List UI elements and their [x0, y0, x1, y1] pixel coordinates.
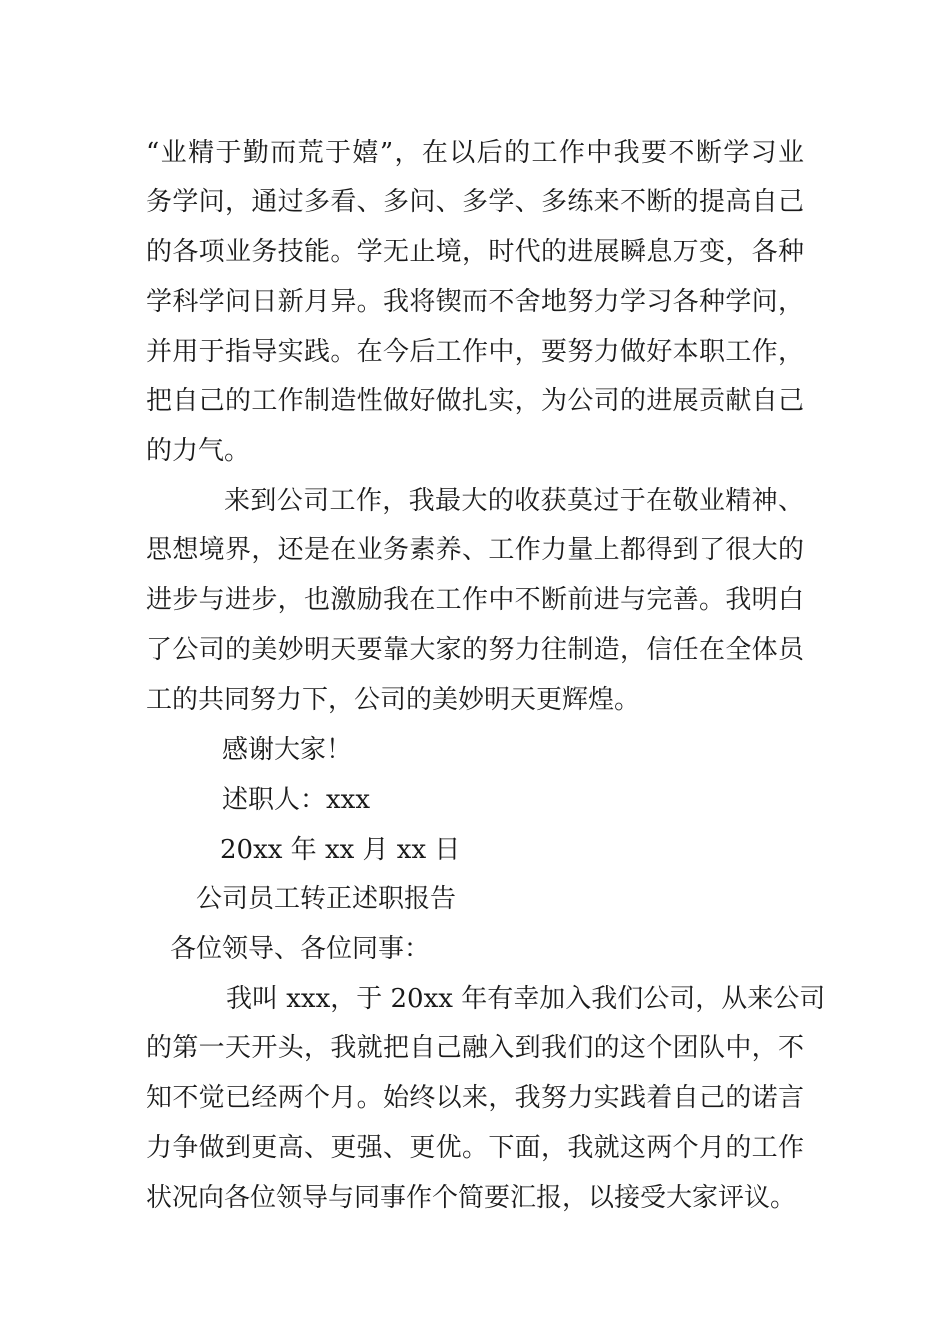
paragraph-line: 来到公司工作，我最大的收获莫过于在敬业精神、 [224, 486, 804, 516]
paragraph-line: 并用于指导实践。在今后工作中，要努力做好本职工作， [146, 337, 804, 367]
paragraph-line: 工的共同努力下，公司的美妙明天更辉煌。 [146, 685, 641, 715]
paragraph-line: 学科学问日新月异。我将锲而不舍地努力学习各种学问， [146, 287, 804, 317]
signature-line: 述职人：xxx [222, 785, 370, 815]
paragraph-line: 思想境界，还是在业务素养、工作力量上都得到了很大的 [146, 535, 804, 565]
paragraph-line: 了公司的美妙明天要靠大家的努力往制造，信任在全体员 [146, 635, 804, 665]
paragraph-line: 进步与进步，也激励我在工作中不断前进与完善。我明白 [146, 585, 804, 615]
paragraph-line: 我叫 xxx，于 20xx 年有幸加入我们公司，从来公司 [226, 984, 826, 1014]
thanks-line: 感谢大家！ [222, 735, 353, 765]
paragraph-line: 务学问，通过多看、多问、多学、多练来不断的提高自己 [146, 187, 804, 217]
paragraph-line: “业精于勤而荒于嬉”，在以后的工作中我要不断学习业 [146, 138, 804, 168]
paragraph-line: 把自己的工作制造性做好做扎实，为公司的进展贡献自己 [146, 386, 804, 416]
paragraph-line: 力争做到更高、更强、更优。下面，我就这两个月的工作 [146, 1133, 804, 1163]
date-line: 20xx 年 xx 月 xx 日 [220, 835, 461, 865]
paragraph-line: 状况向各位领导与同事作个简要汇报，以接受大家评议。 [146, 1183, 797, 1213]
paragraph-line: 知不觉已经两个月。始终以来，我努力实践着自己的诺言 [146, 1083, 804, 1113]
paragraph-line: 的第一天开头，我就把自己融入到我们的这个团队中，不 [146, 1033, 804, 1063]
paragraph-line: 的各项业务技能。学无止境，时代的进展瞬息万变，各种 [146, 237, 804, 267]
report-title: 公司员工转正述职报告 [196, 884, 457, 914]
salutation: 各位领导、各位同事： [170, 934, 431, 964]
paragraph-line: 的力气。 [146, 436, 251, 466]
